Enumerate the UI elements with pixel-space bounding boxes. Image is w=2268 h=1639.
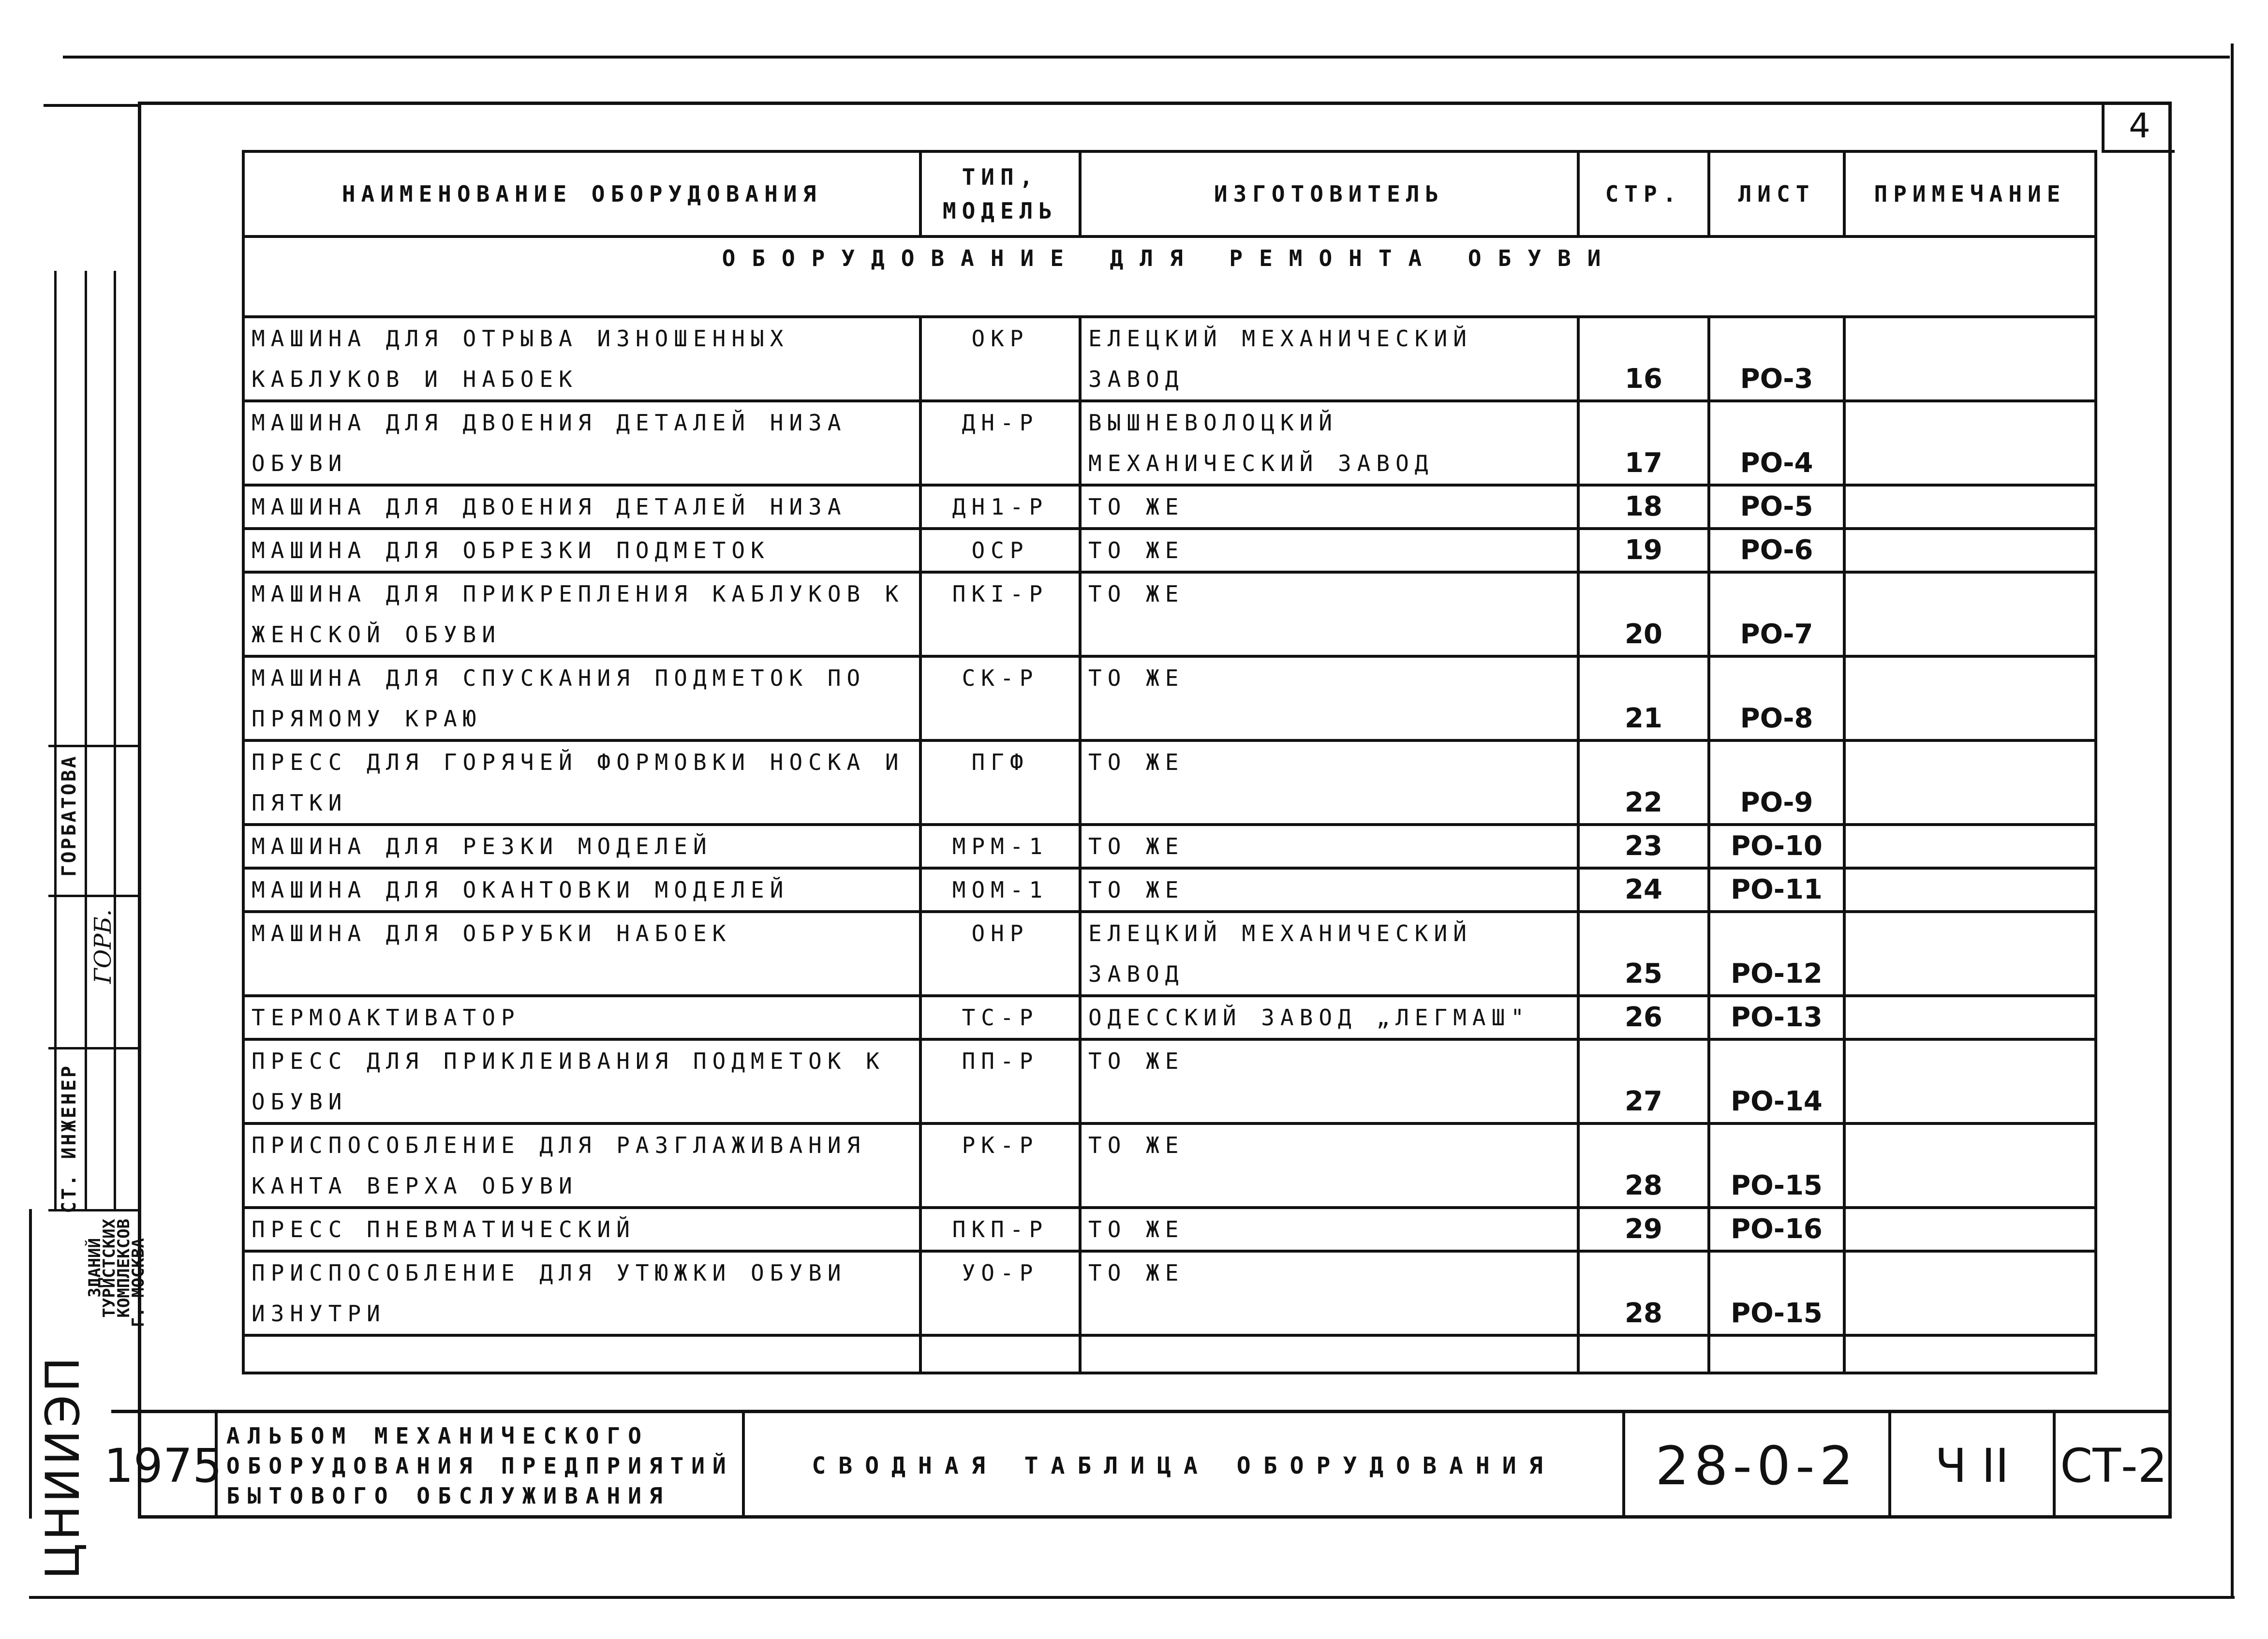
album-line: БЫТОВОГО ОБСЛУЖИВАНИЯ	[226, 1483, 670, 1509]
row-page-cell: 17	[1578, 401, 1709, 485]
row-sheet-cell: РО-12	[1709, 912, 1844, 996]
row-type-cell: МРМ-1	[920, 825, 1080, 868]
row-type-cell: ПКI-Р	[920, 572, 1080, 656]
table-row	[243, 529, 2096, 572]
row-note-cell	[1844, 572, 2096, 656]
row-type-cell: ПП-Р	[920, 1039, 1080, 1123]
stamp-signature: ГОРБ.	[89, 909, 117, 984]
row-sheet-cell: РО-11	[1709, 868, 1844, 912]
header-maker: ИЗГОТОВИТЕЛЬ	[1080, 151, 1578, 236]
row-sheet-cell: РО-14	[1709, 1039, 1844, 1123]
row-type-cell: ОСР	[920, 529, 1080, 572]
row-sheet-cell: РО-7	[1709, 572, 1844, 656]
row-sheet-cell: РО-4	[1709, 401, 1844, 485]
sheet-number: 4	[2102, 102, 2175, 153]
row-maker-cell: ЕЛЕЦКИЙ МЕХАНИЧЕСКИЙ ЗАВОД	[1080, 317, 1578, 401]
empty-row	[243, 1335, 2096, 1373]
stamp-surname: ГОРБАТОВА	[58, 754, 80, 877]
empty-cell	[1080, 1335, 1578, 1373]
empty-cell	[1578, 1335, 1709, 1373]
stamp-divider	[85, 271, 87, 1209]
org-sub-line: ЗДАНИЙ	[85, 1238, 104, 1298]
org-sub-line: ТУРИСТСКИХ	[100, 1219, 119, 1318]
row-page-cell: 16	[1578, 317, 1709, 401]
table-row	[243, 485, 2096, 529]
row-note-cell	[1844, 1251, 2096, 1335]
title-block-sheet: СТ-2	[2060, 1439, 2167, 1493]
binding-edge-line	[44, 104, 140, 107]
table-row	[243, 868, 2096, 912]
row-maker-cell: ТО ЖЕ	[1080, 740, 1578, 825]
table-row	[243, 740, 2096, 825]
stamp-divider	[114, 271, 116, 1209]
empty-cell	[920, 1335, 1080, 1373]
org-sub-line: КОМПЛЕКСОВ	[114, 1219, 133, 1318]
org-sub-line: Г. МОСКВА	[129, 1238, 148, 1328]
row-name-cell: ПРИСПОСОБЛЕНИЕ ДЛЯ РАЗГЛАЖИВАНИЯ КАНТА ВЕРХА ОБУВИ	[243, 1123, 920, 1208]
stamp-divider	[48, 895, 140, 897]
table-row	[243, 825, 2096, 868]
table-row	[243, 1208, 2096, 1251]
row-name-cell: МАШИНА ДЛЯ ОБРЕЗКИ ПОДМЕТОК	[243, 529, 920, 572]
row-sheet-cell: РО-15	[1709, 1251, 1844, 1335]
row-sheet-cell: РО-8	[1709, 656, 1844, 740]
row-note-cell	[1844, 401, 2096, 485]
row-name-cell: ТЕРМОАКТИВАТОР	[243, 996, 920, 1039]
row-sheet-cell: РО-5	[1709, 485, 1844, 529]
empty-cell	[1844, 1335, 2096, 1373]
row-note-cell	[1844, 912, 2096, 996]
table-header-row	[243, 151, 2096, 236]
section-title: ОБОРУДОВАНИЕ ДЛЯ РЕМОНТА ОБУВИ	[243, 236, 2096, 317]
row-name-cell: ПРЕСС ПНЕВМАТИЧЕСКИЙ	[243, 1208, 920, 1251]
stamp-divider	[54, 271, 57, 1209]
row-maker-cell: ВЫШНЕВОЛОЦКИЙ МЕХАНИЧЕСКИЙ ЗАВОД	[1080, 401, 1578, 485]
row-note-cell	[1844, 656, 2096, 740]
title-block-album	[218, 1413, 745, 1519]
row-page-cell: 20	[1578, 572, 1709, 656]
stamp-position: СТ. ИНЖЕНЕР	[58, 1064, 80, 1213]
row-type-cell: МОМ-1	[920, 868, 1080, 912]
empty-cell	[243, 1335, 920, 1373]
row-type-cell: ОКР	[920, 317, 1080, 401]
table-row	[243, 1251, 2096, 1335]
row-page-cell: 25	[1578, 912, 1709, 996]
table-row	[243, 1039, 2096, 1123]
row-name-cell: МАШИНА ДЛЯ РЕЗКИ МОДЕЛЕЙ	[243, 825, 920, 868]
row-page-cell: 18	[1578, 485, 1709, 529]
album-line: АЛЬБОМ МЕХАНИЧЕСКОГО	[226, 1423, 649, 1449]
row-name-cell: МАШИНА ДЛЯ ДВОЕНИЯ ДЕТАЛЕЙ НИЗА ОБУВИ	[243, 401, 920, 485]
row-sheet-cell: РО-13	[1709, 996, 1844, 1039]
title-block-title: СВОДНАЯ ТАБЛИЦА ОБОРУДОВАНИЯ	[745, 1413, 1625, 1519]
row-note-cell	[1844, 529, 2096, 572]
row-note-cell	[1844, 1123, 2096, 1208]
row-name-cell: МАШИНА ДЛЯ ОБРУБКИ НАБОЕК	[243, 912, 920, 996]
row-name-cell: ПРЕСС ДЛЯ ГОРЯЧЕЙ ФОРМОВКИ НОСКА И ПЯТКИ	[243, 740, 920, 825]
row-page-cell: 26	[1578, 996, 1709, 1039]
row-maker-cell: ТО ЖЕ	[1080, 572, 1578, 656]
row-page-cell: 29	[1578, 1208, 1709, 1251]
row-type-cell: СК-Р	[920, 656, 1080, 740]
org-name: ЦНИИЭП	[36, 1354, 90, 1580]
row-sheet-cell: РО-15	[1709, 1123, 1844, 1208]
table-row	[243, 401, 2096, 485]
table-row	[243, 912, 2096, 996]
header-name: НАИМЕНОВАНИЕ ОБОРУДОВАНИЯ	[243, 151, 920, 236]
row-type-cell: ПГФ	[920, 740, 1080, 825]
row-maker-cell: ТО ЖЕ	[1080, 1123, 1578, 1208]
row-note-cell	[1844, 868, 2096, 912]
album-line: ОБОРУДОВАНИЯ ПРЕДПРИЯТИЙ	[226, 1453, 734, 1479]
empty-cell	[1709, 1335, 1844, 1373]
row-type-cell: ОНР	[920, 912, 1080, 996]
row-note-cell	[1844, 485, 2096, 529]
row-maker-cell: ТО ЖЕ	[1080, 868, 1578, 912]
row-name-cell: ПРИСПОСОБЛЕНИЕ ДЛЯ УТЮЖКИ ОБУВИ ИЗНУТРИ	[243, 1251, 920, 1335]
row-note-cell	[1844, 1039, 2096, 1123]
row-note-cell	[1844, 1208, 2096, 1251]
row-note-cell	[1844, 996, 2096, 1039]
row-page-cell: 27	[1578, 1039, 1709, 1123]
header-type: ТИП, МОДЕЛЬ	[920, 151, 1080, 236]
row-maker-cell: ОДЕССКИЙ ЗАВОД „ЛЕГМАШ"	[1080, 996, 1578, 1039]
section-row	[243, 236, 2096, 317]
row-type-cell: УО-Р	[920, 1251, 1080, 1335]
header-sheet: ЛИСТ	[1709, 151, 1844, 236]
row-note-cell	[1844, 317, 2096, 401]
row-page-cell: 28	[1578, 1123, 1709, 1208]
row-maker-cell: ТО ЖЕ	[1080, 1208, 1578, 1251]
title-block-code: 28-0-2	[1625, 1413, 1891, 1519]
sheet-top-edge	[63, 56, 2230, 59]
row-page-cell: 24	[1578, 868, 1709, 912]
row-maker-cell: ЕЛЕЦКИЙ МЕХАНИЧЕСКИЙ ЗАВОД	[1080, 912, 1578, 996]
sheet-bottom-edge	[29, 1596, 2235, 1599]
row-type-cell: ДН-Р	[920, 401, 1080, 485]
row-page-cell: 21	[1578, 656, 1709, 740]
row-maker-cell: ТО ЖЕ	[1080, 825, 1578, 868]
header-page: СТР.	[1578, 151, 1709, 236]
row-name-cell: МАШИНА ДЛЯ ОТРЫВА ИЗНОШЕННЫХ КАБЛУКОВ И НАБОЕК	[243, 317, 920, 401]
row-maker-cell: ТО ЖЕ	[1080, 529, 1578, 572]
row-name-cell: МАШИНА ДЛЯ ДВОЕНИЯ ДЕТАЛЕЙ НИЗА	[243, 485, 920, 529]
row-page-cell: 22	[1578, 740, 1709, 825]
sheet-right-edge	[2231, 44, 2234, 1596]
row-name-cell: МАШИНА ДЛЯ ПРИКРЕПЛЕНИЯ КАБЛУКОВ К ЖЕНСКОЙ ОБУВИ	[243, 572, 920, 656]
title-block	[104, 1410, 2172, 1519]
organization-stamp	[29, 1209, 148, 1580]
row-sheet-cell: РО-9	[1709, 740, 1844, 825]
row-page-cell: 28	[1578, 1251, 1709, 1335]
row-maker-cell: ТО ЖЕ	[1080, 485, 1578, 529]
row-page-cell: 23	[1578, 825, 1709, 868]
equipment-table	[242, 150, 2097, 1374]
row-name-cell: ПРЕСС ДЛЯ ПРИКЛЕИВАНИЯ ПОДМЕТОК К ОБУВИ	[243, 1039, 920, 1123]
row-type-cell: ПКП-Р	[920, 1208, 1080, 1251]
header-note: ПРИМЕЧАНИЕ	[1844, 151, 2096, 236]
title-block-year: 1975	[111, 1413, 218, 1519]
row-type-cell: РК-Р	[920, 1123, 1080, 1208]
table-row	[243, 1123, 2096, 1208]
stamp-divider	[48, 745, 140, 747]
row-note-cell	[1844, 740, 2096, 825]
row-type-cell: ТС-Р	[920, 996, 1080, 1039]
row-note-cell	[1844, 825, 2096, 868]
row-name-cell: МАШИНА ДЛЯ ОКАНТОВКИ МОДЕЛЕЙ	[243, 868, 920, 912]
row-type-cell: ДН1-Р	[920, 485, 1080, 529]
row-sheet-cell: РО-10	[1709, 825, 1844, 868]
row-maker-cell: ТО ЖЕ	[1080, 1251, 1578, 1335]
row-sheet-cell: РО-3	[1709, 317, 1844, 401]
table-row	[243, 572, 2096, 656]
stamp-divider	[48, 1047, 140, 1049]
table-row	[243, 996, 2096, 1039]
row-sheet-cell: РО-6	[1709, 529, 1844, 572]
row-maker-cell: ТО ЖЕ	[1080, 656, 1578, 740]
table-row	[243, 656, 2096, 740]
title-block-part: Ч II	[1891, 1413, 2056, 1519]
row-sheet-cell: РО-16	[1709, 1208, 1844, 1251]
table-row	[243, 317, 2096, 401]
row-name-cell: МАШИНА ДЛЯ СПУСКАНИЯ ПОДМЕТОК ПО ПРЯМОМУ КРАЮ	[243, 656, 920, 740]
row-maker-cell: ТО ЖЕ	[1080, 1039, 1578, 1123]
row-page-cell: 19	[1578, 529, 1709, 572]
